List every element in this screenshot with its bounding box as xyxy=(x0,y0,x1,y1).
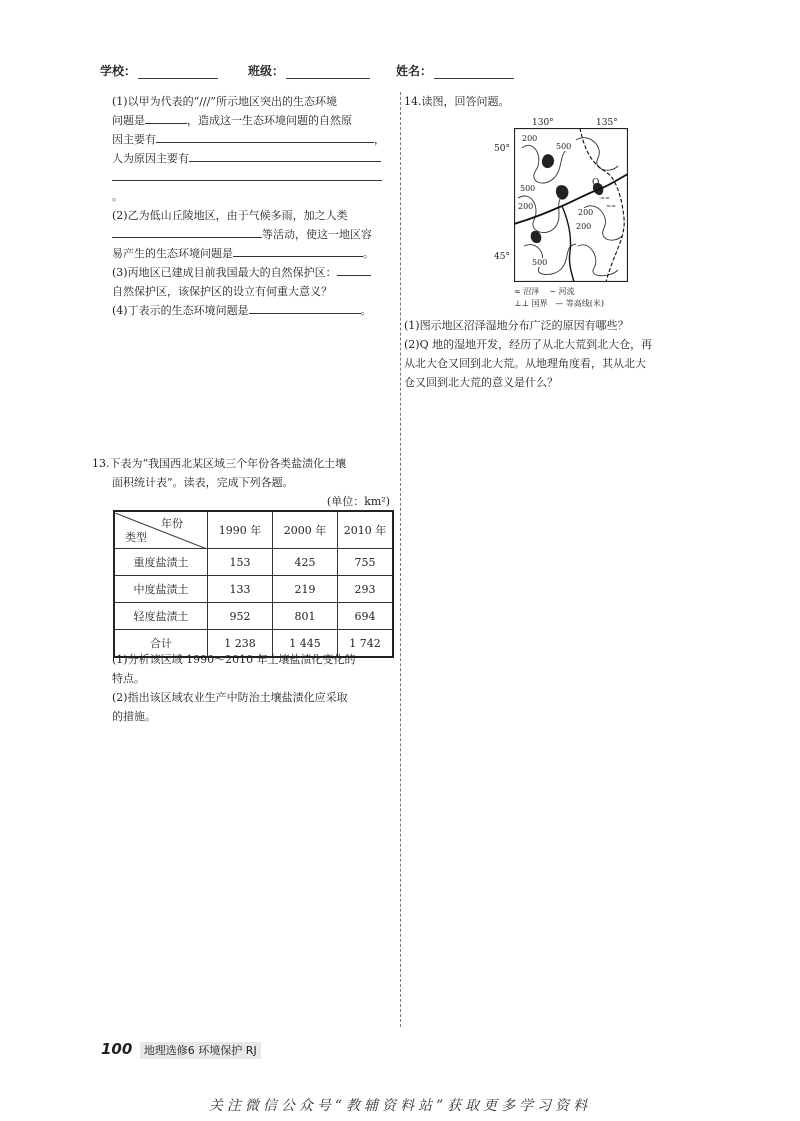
map-contour-label: 500 xyxy=(532,258,548,267)
footer-note: 关注微信公众号“教辅资料站”获取更多学习资料 xyxy=(208,1098,592,1114)
row-type: 合计 xyxy=(114,630,208,658)
corner-type-label: 类型 xyxy=(125,531,147,544)
cell-value: 425 xyxy=(273,549,338,576)
map-contour-label: 500 xyxy=(556,142,572,151)
q12-blank-natural[interactable] xyxy=(156,130,374,143)
legend-river: 河流 xyxy=(558,287,575,296)
q12-blank-human[interactable] xyxy=(189,149,381,162)
cell-value: 755 xyxy=(338,549,394,576)
cell-value: 1 445 xyxy=(273,630,338,658)
q12-part1-line5: 。 xyxy=(112,168,390,206)
q14-title: 14.读图，回答问题。 xyxy=(404,95,510,108)
q13-sub2-line1: (2)指出该区域农业生产中防治土壤盐渍化应采取 xyxy=(112,691,348,704)
legend-border: 国界 xyxy=(531,299,548,308)
row-type: 轻度盐渍土 xyxy=(114,603,208,630)
river-symbol-icon: ∼ xyxy=(549,287,557,296)
q12-part2-line3: 易产生的生态环境问题是 。 xyxy=(112,244,390,263)
q12-part4-line1: (4)丁表示的生态环境问题是 。 xyxy=(112,301,390,320)
q14-subquestions xyxy=(404,316,704,392)
q13-table-wrap xyxy=(113,510,394,658)
page-number: 100 xyxy=(101,1040,133,1058)
class-blank[interactable] xyxy=(286,66,370,79)
cell-value: 1 238 xyxy=(208,630,273,658)
map-contour-label: 200 xyxy=(578,208,594,217)
legend-contour: 等高线(米) xyxy=(565,299,605,308)
map-legend xyxy=(514,286,644,310)
contour-symbol-icon: — xyxy=(555,299,564,308)
header-year-2000: 2000 年 xyxy=(273,511,338,549)
legend-swamp: 沼泽 xyxy=(523,287,540,296)
cell-value: 153 xyxy=(208,549,273,576)
q13-sub1-line1: (1)分析该区域 1990～2010 年土壤盐渍化变化的 xyxy=(112,653,356,666)
q12-part3-line2: 自然保护区，该保护区的设立有何重大意义？ xyxy=(112,285,332,298)
q13-sub1-line2: 特点。 xyxy=(112,672,145,685)
row-type: 中度盐渍土 xyxy=(114,576,208,603)
q12-part1-line3: 因主要有 ， xyxy=(112,130,390,149)
q13-intro-line1: 13.下表为“我国西北某区域三个年份各类盐渍化土壤 xyxy=(92,457,347,470)
cell-value: 952 xyxy=(208,603,273,630)
q14-sub2-line1: (2)Q 地的湿地开发，经历了从北大荒到北大仓，再 xyxy=(404,338,653,351)
question-12 xyxy=(112,92,390,320)
q12-part1-line2: 问题是 ，造成这一生态环境问题的自然原 xyxy=(112,111,390,130)
q14-sub1: (1)图示地区沼泽湿地分布广泛的原因有哪些？ xyxy=(404,319,629,332)
class-label: 班级： xyxy=(248,64,285,78)
school-blank[interactable] xyxy=(138,66,218,79)
header-year-2010: 2010 年 xyxy=(338,511,394,549)
map-q-label: Q xyxy=(592,178,600,188)
book-title: 地理选修6 环境保护 RJ xyxy=(140,1042,261,1059)
page-footer xyxy=(101,1040,261,1058)
school-field xyxy=(100,62,218,79)
table-row xyxy=(114,549,393,576)
header-year-1990: 1990 年 xyxy=(208,511,273,549)
q14-map xyxy=(494,118,644,314)
column-divider xyxy=(400,92,401,1027)
q12-blank-activity[interactable] xyxy=(112,225,262,238)
q12-part1-line4: 人为原因主要有 xyxy=(112,149,390,168)
row-type: 重度盐渍土 xyxy=(114,549,208,576)
q14-sub2-line3: 仓又回到北大荒的意义是什么？ xyxy=(404,376,558,389)
question-13 xyxy=(92,454,392,511)
q12-blank-human-2[interactable] xyxy=(112,168,382,181)
school-label: 学校： xyxy=(100,64,137,78)
map-contour-label: 200 xyxy=(576,222,592,231)
map-lat-45: 45° xyxy=(494,252,510,262)
map-contour-label: 200 xyxy=(522,134,538,143)
swamp-symbol-icon: ≈ xyxy=(514,287,521,296)
class-field xyxy=(248,62,370,79)
map-lon-135: 135° xyxy=(596,118,618,128)
name-field xyxy=(396,62,514,79)
name-blank[interactable] xyxy=(434,66,514,79)
q13-unit: (单位：km²) xyxy=(326,495,390,508)
q12-blank-ding[interactable] xyxy=(249,301,361,314)
corner-year-label: 年份 xyxy=(161,517,183,530)
q14-sub2-line2: 从北大仓又回到北大荒。从地理角度看，其从北大 xyxy=(404,357,646,370)
svg-text:≈≈: ≈≈ xyxy=(600,195,611,202)
q12-blank-problem[interactable] xyxy=(145,111,187,124)
q13-intro-line2: 面积统计表”。读表，完成下列各题。 xyxy=(112,476,294,489)
cell-value: 293 xyxy=(338,576,394,603)
header xyxy=(100,62,700,82)
cell-value: 1 742 xyxy=(338,630,394,658)
q12-part1-line1: (1)以甲为代表的“///”所示地区突出的生态环境 xyxy=(112,95,337,108)
q12-blank-problem-2[interactable] xyxy=(233,244,363,257)
q13-sub2-line2: 的措施。 xyxy=(112,710,156,723)
table-corner-cell xyxy=(114,511,208,549)
svg-text:≈≈: ≈≈ xyxy=(606,203,617,210)
cell-value: 801 xyxy=(273,603,338,630)
q13-subquestions xyxy=(112,650,392,726)
table-row xyxy=(114,603,393,630)
table-row xyxy=(114,576,393,603)
cell-value: 133 xyxy=(208,576,273,603)
salinization-table xyxy=(113,510,394,658)
q12-part3-line1: (3)丙地区已建成目前我国最大的自然保护区： xyxy=(112,263,390,282)
q12-blank-reserve[interactable] xyxy=(337,263,371,276)
cell-value: 219 xyxy=(273,576,338,603)
q12-part2-line1: (2)乙为低山丘陵地区，由于气候多雨，加之人类 xyxy=(112,209,348,222)
map-lon-130: 130° xyxy=(532,118,554,128)
cell-value: 694 xyxy=(338,603,394,630)
border-symbol-icon: ⊥⊥ xyxy=(514,299,530,308)
q12-part2-line2: 等活动，使这一地区容 xyxy=(112,225,390,244)
map-lat-50: 50° xyxy=(494,144,510,154)
map-contour-label: 500 xyxy=(520,184,536,193)
name-label: 姓名： xyxy=(396,64,433,78)
map-contour-label: 200 xyxy=(518,202,534,211)
